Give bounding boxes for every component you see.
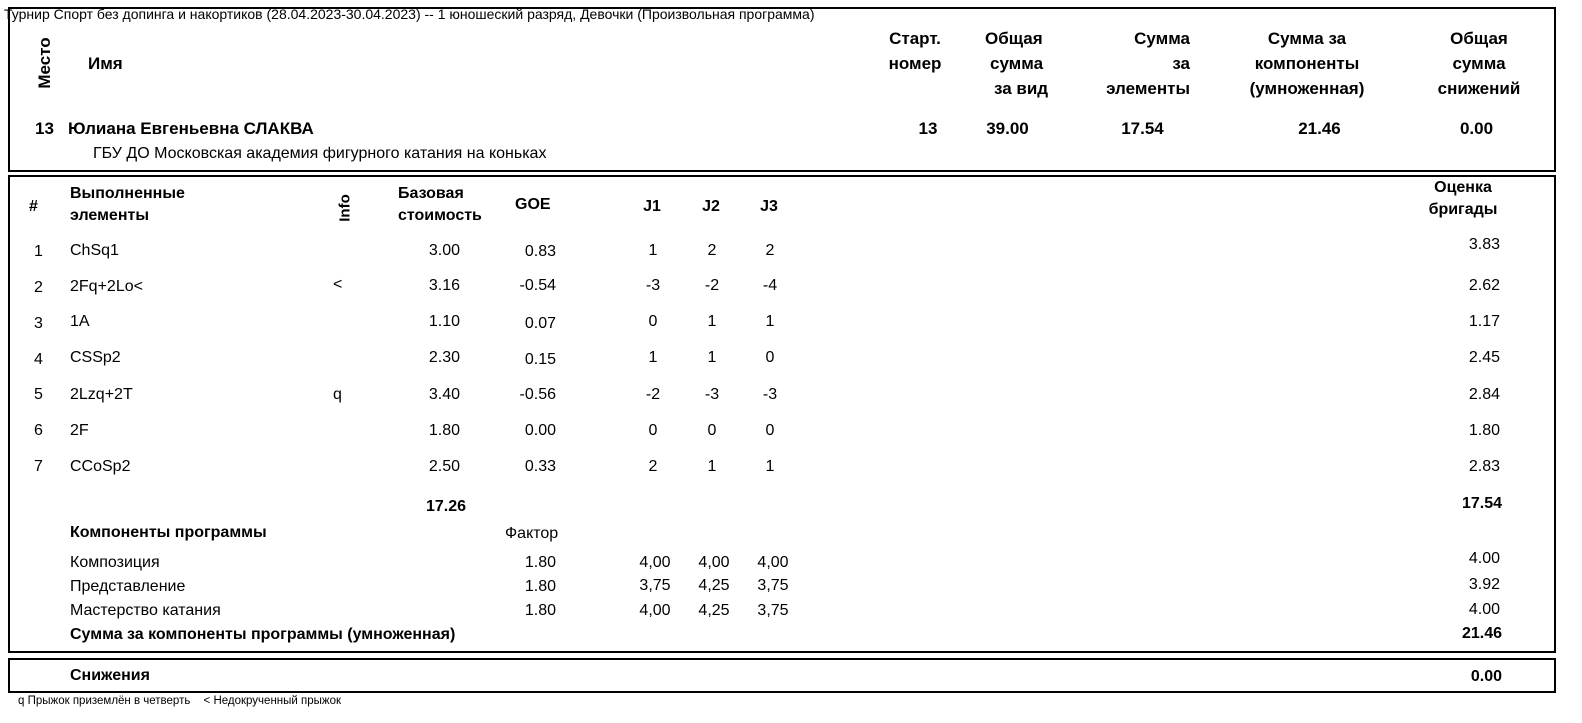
judge2-header: J2 bbox=[702, 198, 720, 215]
goe-header: GOE bbox=[515, 196, 551, 213]
judge3-header: J3 bbox=[760, 198, 778, 215]
element-base-value: 1.10 bbox=[428, 313, 460, 330]
element-number: 1 bbox=[34, 243, 43, 260]
element-judge1: -2 bbox=[645, 386, 661, 403]
component-judge1: 4,00 bbox=[639, 554, 671, 571]
element-goe: 0.83 bbox=[524, 243, 556, 260]
components-total-value: 21.46 bbox=[1461, 625, 1502, 642]
element-judge3: 0 bbox=[765, 349, 775, 366]
elements-score-total: 17.54 bbox=[1461, 495, 1502, 512]
element-number: 3 bbox=[34, 315, 43, 332]
footnote-underrotated: < Недокрученный прыжок bbox=[203, 695, 342, 707]
element-info: q bbox=[333, 386, 342, 403]
element-judge2: -3 bbox=[704, 386, 720, 403]
elements-sum-header-line: элементы bbox=[1106, 79, 1190, 98]
component-score: 4.00 bbox=[1468, 550, 1500, 567]
element-judge2: 1 bbox=[707, 313, 717, 330]
components-sum-header-line: (умноженная) bbox=[1249, 79, 1365, 98]
element-judge1: 0 bbox=[648, 313, 658, 330]
base-value-header bbox=[398, 183, 482, 227]
total-score-header-line: за вид bbox=[994, 79, 1049, 98]
element-judge1: 0 bbox=[648, 422, 658, 439]
components-heading: Компоненты программы bbox=[70, 524, 267, 541]
skater-name: Юлиана Евгеньевна СЛАКВА bbox=[68, 119, 314, 138]
deductions-box bbox=[8, 658, 1556, 693]
element-judge2: -2 bbox=[704, 277, 720, 294]
footnotes bbox=[18, 695, 351, 707]
components-sum-header bbox=[1238, 26, 1376, 101]
element-judge3: 1 bbox=[765, 458, 775, 475]
start-number-header-line: Старт. bbox=[889, 29, 941, 48]
total-score-header-line: Общая bbox=[985, 29, 1043, 48]
skater-total-score: 39.00 bbox=[986, 119, 1029, 138]
place-column-header: Место bbox=[35, 37, 54, 89]
base-value-header-line: Базовая bbox=[398, 185, 464, 202]
element-code: 2F bbox=[70, 422, 89, 439]
component-judge3: 4,00 bbox=[757, 554, 789, 571]
element-number: 6 bbox=[34, 422, 43, 439]
element-judge3: -4 bbox=[762, 277, 778, 294]
panel-score-header bbox=[1418, 177, 1508, 221]
deductions-header bbox=[1415, 26, 1543, 101]
element-judge2: 1 bbox=[707, 458, 717, 475]
components-total-label: Сумма за компоненты программы (умноженная) bbox=[70, 626, 456, 643]
components-sum-header-line: Сумма за bbox=[1267, 29, 1347, 48]
total-score-header bbox=[975, 26, 1065, 101]
element-goe: 0.33 bbox=[524, 458, 556, 475]
element-code: CCoSp2 bbox=[70, 458, 131, 475]
skater-place: 13 bbox=[35, 119, 54, 138]
element-judge1: 1 bbox=[648, 242, 658, 259]
element-judge3: -3 bbox=[762, 386, 778, 403]
element-code: ChSq1 bbox=[70, 242, 119, 259]
element-name-header-line: Выполненные bbox=[70, 185, 185, 202]
element-judge3: 2 bbox=[765, 242, 775, 259]
component-name: Представление bbox=[70, 578, 186, 595]
element-panel-score: 2.62 bbox=[1468, 277, 1500, 294]
info-column-header: Info bbox=[336, 194, 354, 222]
component-name: Мастерство катания bbox=[70, 602, 221, 619]
element-panel-score: 2.83 bbox=[1468, 458, 1500, 475]
deductions-header-line: снижений bbox=[1437, 79, 1521, 98]
component-judge1: 3,75 bbox=[639, 577, 671, 594]
deductions-header-line: Общая bbox=[1450, 29, 1508, 48]
component-factor: 1.80 bbox=[524, 578, 556, 595]
element-goe: 0.00 bbox=[524, 422, 556, 439]
element-base-value: 2.30 bbox=[428, 349, 460, 366]
element-panel-score: 1.80 bbox=[1468, 422, 1500, 439]
deductions-label: Снижения bbox=[70, 667, 150, 684]
component-score: 4.00 bbox=[1468, 601, 1500, 618]
competition-title: Турнир Спорт без допинга и накортиков (28.04.2023-30.04.2023) -- 1 юношеский разряд, Девочки (Произвольная программа) bbox=[4, 6, 815, 22]
component-judge2: 4,00 bbox=[698, 554, 730, 571]
element-code: 2Fq+2Lo< bbox=[70, 278, 143, 295]
element-base-value: 3.16 bbox=[428, 277, 460, 294]
element-number-header: # bbox=[29, 198, 38, 215]
element-goe: -0.56 bbox=[519, 386, 556, 403]
element-base-value: 3.00 bbox=[428, 242, 460, 259]
total-score-header-line: сумма bbox=[990, 54, 1044, 73]
element-judge2: 1 bbox=[707, 349, 717, 366]
element-code: 1A bbox=[70, 313, 90, 330]
base-value-header-line: стоимость bbox=[398, 207, 482, 224]
skater-start-number: 13 bbox=[918, 119, 938, 138]
elements-sum-header-line: за bbox=[1172, 54, 1190, 73]
element-number: 4 bbox=[34, 351, 43, 368]
component-judge2: 4,25 bbox=[698, 602, 730, 619]
element-goe: 0.07 bbox=[524, 315, 556, 332]
element-panel-score: 1.17 bbox=[1468, 313, 1500, 330]
component-judge3: 3,75 bbox=[757, 602, 789, 619]
element-name-header bbox=[70, 183, 185, 227]
panel-score-header-line: Оценка bbox=[1434, 179, 1492, 196]
component-name: Композиция bbox=[70, 554, 160, 571]
base-value-total: 17.26 bbox=[425, 498, 466, 515]
component-factor: 1.80 bbox=[524, 554, 556, 571]
element-base-value: 1.80 bbox=[428, 422, 460, 439]
element-name-header-line: элементы bbox=[70, 207, 149, 224]
elements-sum-header-line: Сумма bbox=[1134, 29, 1190, 48]
factor-header: Фактор bbox=[505, 525, 559, 542]
component-judge1: 4,00 bbox=[639, 602, 671, 619]
start-number-header bbox=[878, 26, 952, 76]
name-column-header: Имя bbox=[88, 54, 123, 73]
component-score: 3.92 bbox=[1468, 576, 1500, 593]
element-number: 2 bbox=[34, 279, 43, 296]
judge1-header: J1 bbox=[643, 198, 661, 215]
element-panel-score: 3.83 bbox=[1468, 236, 1500, 253]
element-panel-score: 2.84 bbox=[1468, 386, 1500, 403]
start-number-header-line: номер bbox=[888, 54, 942, 73]
element-number: 7 bbox=[34, 458, 43, 475]
element-judge1: -3 bbox=[645, 277, 661, 294]
skater-elements-score: 17.54 bbox=[1121, 119, 1164, 138]
element-number: 5 bbox=[34, 386, 43, 403]
element-judge2: 2 bbox=[707, 242, 717, 259]
footnote-quarter: q Прыжок приземлён в четверть bbox=[18, 695, 191, 707]
element-code: 2Lzq+2T bbox=[70, 386, 133, 403]
element-panel-score: 2.45 bbox=[1468, 349, 1500, 366]
element-code: CSSp2 bbox=[70, 349, 121, 366]
skater-components-score: 21.46 bbox=[1298, 119, 1341, 138]
element-base-value: 2.50 bbox=[428, 458, 460, 475]
component-factor: 1.80 bbox=[524, 602, 556, 619]
deductions-value: 0.00 bbox=[1470, 668, 1502, 685]
element-base-value: 3.40 bbox=[428, 386, 460, 403]
elements-sum-header bbox=[1085, 26, 1190, 101]
element-judge1: 1 bbox=[648, 349, 658, 366]
component-judge2: 4,25 bbox=[698, 577, 730, 594]
component-judge3: 3,75 bbox=[757, 577, 789, 594]
element-judge3: 1 bbox=[765, 313, 775, 330]
element-info: < bbox=[333, 276, 343, 293]
element-goe: 0.15 bbox=[524, 351, 556, 368]
skater-club: ГБУ ДО Московская академия фигурного катания на коньках bbox=[93, 145, 547, 162]
components-sum-header-line: компоненты bbox=[1254, 54, 1360, 73]
element-judge3: 0 bbox=[765, 422, 775, 439]
element-judge1: 2 bbox=[648, 458, 658, 475]
deductions-header-line: сумма bbox=[1452, 54, 1506, 73]
panel-score-header-line: бригады bbox=[1428, 201, 1498, 218]
skater-deductions: 0.00 bbox=[1459, 119, 1494, 138]
element-goe: -0.54 bbox=[519, 277, 556, 294]
element-judge2: 0 bbox=[707, 422, 717, 439]
